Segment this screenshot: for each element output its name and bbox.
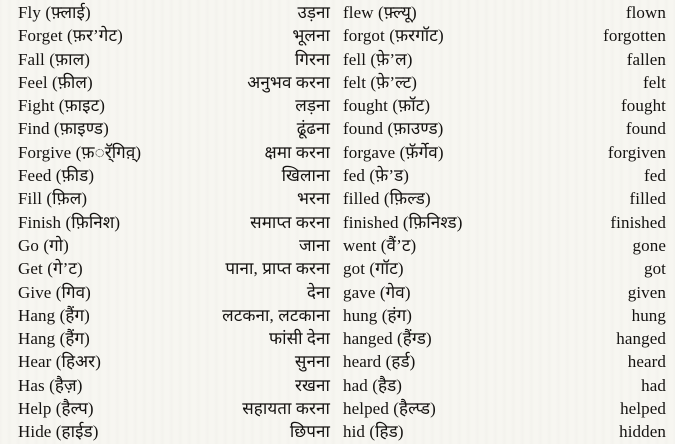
verb-cell: Go (गो)	[18, 235, 69, 255]
past-participle-cell: hung	[631, 305, 666, 325]
table-row	[18, 1, 666, 24]
past-participle-cell: got	[643, 259, 666, 279]
verb-cell: Hang (हैंग)	[18, 329, 90, 349]
hindi-meaning-cell: भूलना	[292, 26, 330, 46]
row-right-half	[343, 71, 666, 94]
table-row	[18, 281, 666, 304]
verb-cell: Hide (हाईड)	[18, 422, 99, 442]
table-row	[18, 164, 666, 187]
row-right-half	[343, 211, 666, 234]
table-row	[18, 234, 666, 257]
verb-cell: Hang (हैंग)	[18, 305, 90, 325]
past-participle-cell: fought	[621, 96, 666, 116]
table-row	[18, 304, 666, 327]
past-tense-cell: forgave (फ़ॅर्गेव)	[343, 142, 444, 162]
table-row	[18, 94, 666, 117]
past-participle-cell: hanged	[616, 329, 666, 349]
verb-cell: Fall (फ़ाल)	[18, 49, 90, 69]
row-left-half	[18, 350, 330, 373]
verb-cell: Finish (फ़िनिश)	[18, 212, 121, 232]
past-tense-cell: heard (हर्ड)	[343, 352, 416, 372]
verb-cell: Hear (हिअर)	[18, 352, 101, 372]
hindi-meaning-cell: छिपना	[289, 422, 330, 442]
row-right-half	[343, 304, 666, 327]
table-row	[18, 187, 666, 210]
past-tense-cell: filled (फ़िल्ड)	[343, 189, 431, 209]
past-participle-cell: given	[627, 282, 666, 302]
row-left-half	[18, 304, 330, 327]
verb-cell: Feel (फ़ील)	[18, 72, 93, 92]
row-left-half	[18, 374, 330, 397]
row-left-half	[18, 117, 330, 140]
row-left-half	[18, 257, 330, 280]
table-row	[18, 48, 666, 71]
row-right-half	[343, 24, 666, 47]
verb-cell: Fly (फ़्लाई)	[18, 3, 91, 22]
verb-cell: Give (गिव)	[18, 282, 91, 302]
past-participle-cell: hidden	[619, 422, 666, 442]
past-tense-cell: had (हैड)	[343, 375, 403, 395]
table-row	[18, 374, 666, 397]
hindi-meaning-cell: रखना	[295, 375, 330, 395]
past-tense-cell: got (गॉट)	[343, 259, 404, 279]
row-left-half	[18, 24, 330, 47]
hindi-meaning-cell: गिरना	[294, 49, 330, 69]
hindi-meaning-cell: उड़ना	[297, 3, 330, 22]
verb-table	[18, 1, 666, 444]
row-left-half	[18, 397, 330, 420]
row-left-half	[18, 234, 330, 257]
past-participle-cell: had	[641, 375, 666, 395]
row-left-half	[18, 211, 330, 234]
past-participle-cell: finished	[610, 212, 666, 232]
hindi-meaning-cell: भरना	[296, 189, 330, 209]
past-tense-cell: gave (गेव)	[343, 282, 411, 302]
verb-cell: Forget (फ़र’गेट)	[18, 26, 123, 46]
hindi-meaning-cell: अनुभव करना	[247, 72, 330, 92]
row-right-half	[343, 1, 666, 24]
row-left-half	[18, 1, 330, 24]
past-tense-cell: fell (फ़े’ल)	[343, 49, 413, 69]
hindi-meaning-cell: सहायता करना	[242, 399, 330, 419]
row-left-half	[18, 141, 330, 164]
past-tense-cell: forgot (फ़रगॉट)	[343, 26, 444, 46]
verb-cell: Forgive (फ़र्ॅगिव़्)	[18, 142, 142, 162]
verb-cell: Has (हैज़)	[18, 375, 83, 395]
table-row	[18, 71, 666, 94]
row-right-half	[343, 141, 666, 164]
row-right-half	[343, 48, 666, 71]
past-tense-cell: flew (फ़्ल्यू)	[343, 3, 417, 22]
past-tense-cell: helped (हैल्प्ड)	[343, 399, 436, 419]
row-right-half	[343, 94, 666, 117]
hindi-meaning-cell: समाप्त करना	[250, 212, 330, 232]
past-participle-cell: fallen	[626, 49, 666, 69]
row-right-half	[343, 374, 666, 397]
table-row	[18, 117, 666, 140]
row-left-half	[18, 281, 330, 304]
table-row	[18, 420, 666, 443]
table-row	[18, 327, 666, 350]
past-tense-cell: hung (हंग)	[343, 305, 413, 325]
hindi-meaning-cell: खिलाना	[281, 166, 330, 186]
past-participle-cell: heard	[627, 352, 666, 372]
past-participle-cell: flown	[625, 3, 666, 22]
row-left-half	[18, 94, 330, 117]
table-row	[18, 211, 666, 234]
hindi-meaning-cell: जाना	[298, 235, 330, 255]
past-tense-cell: finished (फ़िनिश्ड)	[343, 212, 463, 232]
table-row	[18, 141, 666, 164]
past-tense-cell: fought (फ़ॉट)	[343, 96, 431, 116]
past-participle-cell: filled	[629, 189, 666, 209]
past-tense-cell: hanged (हैंग्ड)	[343, 329, 432, 349]
row-right-half	[343, 234, 666, 257]
hindi-meaning-cell: ढूंढना	[296, 119, 330, 139]
row-left-half	[18, 420, 330, 443]
verb-cell: Fight (फ़ाइट)	[18, 96, 105, 116]
past-tense-cell: fed (फ़े’ड)	[343, 166, 410, 186]
row-right-half	[343, 187, 666, 210]
past-tense-cell: hid (हिड)	[343, 422, 404, 442]
hindi-meaning-cell: क्षमा करना	[264, 142, 330, 162]
row-right-half	[343, 327, 666, 350]
hindi-meaning-cell: पाना, प्राप्त करना	[225, 259, 330, 279]
past-participle-cell: gone	[632, 235, 666, 255]
past-tense-cell: found (फ़ाउण्ड)	[343, 119, 444, 139]
row-left-half	[18, 164, 330, 187]
table-row	[18, 257, 666, 280]
hindi-meaning-cell: देना	[306, 282, 330, 302]
row-left-half	[18, 187, 330, 210]
verb-cell: Fill (फ़िल)	[18, 189, 88, 209]
table-row	[18, 397, 666, 420]
table-row	[18, 350, 666, 373]
hindi-meaning-cell: सुनना	[294, 352, 330, 372]
verb-cell: Help (हैल्प)	[18, 399, 94, 419]
verb-cell: Feed (फ़ीड)	[18, 166, 95, 186]
past-participle-cell: forgiven	[607, 142, 666, 162]
row-right-half	[343, 281, 666, 304]
row-left-half	[18, 48, 330, 71]
past-participle-cell: helped	[620, 399, 666, 419]
row-right-half	[343, 164, 666, 187]
past-participle-cell: found	[625, 119, 666, 139]
row-left-half	[18, 327, 330, 350]
row-right-half	[343, 117, 666, 140]
row-right-half	[343, 257, 666, 280]
row-right-half	[343, 397, 666, 420]
hindi-meaning-cell: लटकना, लटकाना	[222, 305, 330, 325]
hindi-meaning-cell: फांसी देना	[268, 329, 330, 349]
past-participle-cell: forgotten	[603, 26, 666, 46]
past-tense-cell: felt (फ़े’ल्ट)	[343, 72, 418, 92]
verb-cell: Get (गे’ट)	[18, 259, 83, 279]
past-participle-cell: felt	[642, 72, 666, 92]
past-participle-cell: fed	[643, 166, 666, 186]
verb-cell: Find (फ़ाइण्ड)	[18, 119, 109, 139]
row-right-half	[343, 420, 666, 443]
row-right-half	[343, 350, 666, 373]
row-left-half	[18, 71, 330, 94]
table-row	[18, 24, 666, 47]
past-tense-cell: went (वैं’ट)	[343, 235, 417, 255]
hindi-meaning-cell: लड़ना	[295, 96, 330, 116]
